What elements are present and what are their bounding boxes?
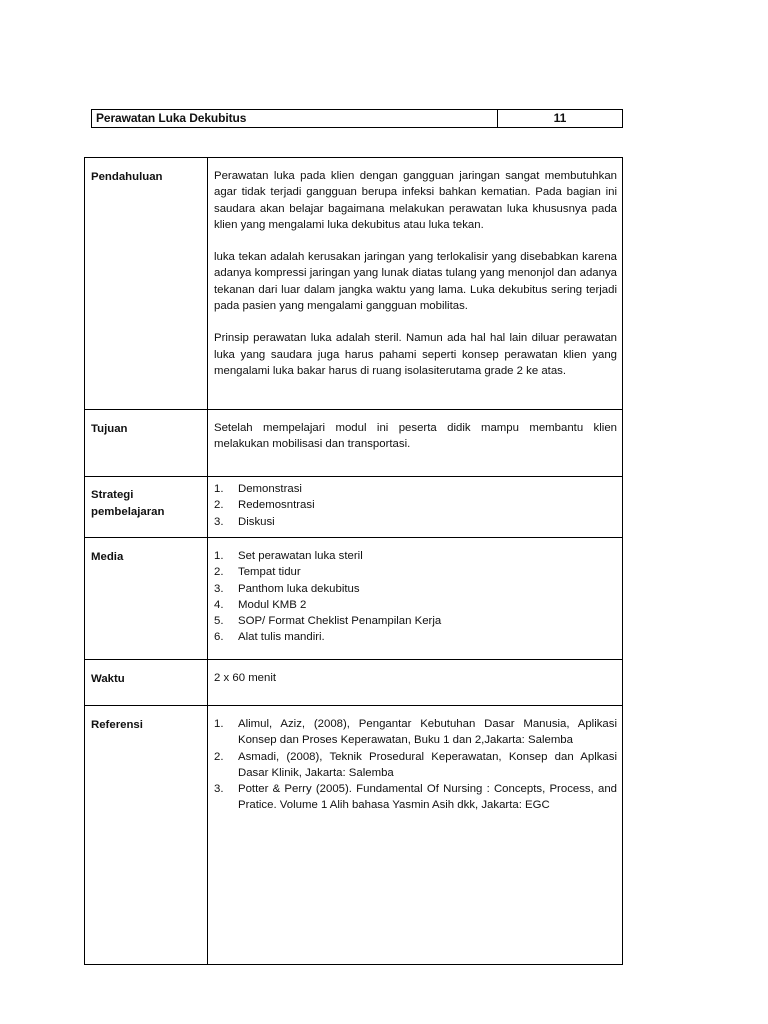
- module-title-bar: [91, 109, 623, 128]
- row-content-tujuan: [208, 410, 623, 477]
- media-list: [214, 548, 617, 646]
- list-item: 1. Demonstrasi: [214, 483, 302, 495]
- list-item: 2. Asmadi, (2008), Teknik Prosedural Keperawatan, Konsep dan Aplkasi Dasar Klinik, Jakarta: Salemba: [214, 750, 617, 779]
- list-item: 3. Diskusi: [214, 515, 275, 528]
- list-item: 2. Tempat tidur: [214, 566, 301, 579]
- row-content-pendahuluan: [208, 158, 623, 410]
- row-label-tujuan: Tujuan: [85, 410, 208, 477]
- list-item: 6. Alat tulis mandiri.: [214, 631, 325, 644]
- table-row-pendahuluan: [85, 158, 623, 410]
- module-title: Perawatan Luka Dekubitus: [92, 110, 498, 127]
- row-content-strategi: [208, 477, 623, 538]
- row-label-strategi: Strategi pembelajaran: [85, 477, 208, 538]
- strategy-list: [214, 481, 617, 530]
- paragraph: 2 x 60 menit: [214, 672, 277, 684]
- paragraph: luka tekan adalah kerusakan jaringan yang terlokalisir yang disebabkan karena adanya kompressi jaringan yang lunak diatas tulang yang menonjol dan adanya tekanan dari luar dalam jangka waktu yang lama. Luka dekubitus sering terjadi pada pasien yang mengalami gangguan mobilitas.: [214, 251, 617, 313]
- list-item: 4. Modul KMB 2: [214, 598, 307, 611]
- row-label-pendahuluan: Pendahuluan: [85, 158, 208, 410]
- list-item: 2. Redemosntrasi: [214, 499, 315, 512]
- list-item: 1. Set perawatan luka steril: [214, 550, 363, 562]
- module-info-table: [84, 157, 623, 965]
- row-label-referensi: Referensi: [85, 706, 208, 965]
- row-content-waktu: [208, 660, 623, 706]
- table-row-waktu: [85, 660, 623, 706]
- module-number: 11: [553, 111, 567, 125]
- paragraph: Perawatan luka pada klien dengan gangguan jaringan sangat membutuhkan agar tidak terjadi gangguan berupa infeksi bahkan kematian. Pada bagian ini saudara akan belajar bagaimana melakukan perawatan luka khususnya pada klien yang mengalami luka dekubitus atau luka tekan.: [214, 170, 617, 231]
- row-content-referensi: [208, 706, 623, 965]
- list-item: 3. Potter & Perry (2005). Fundamental Of Nursing : Concepts, Process, and Pratice. Volume 1 Alih bahasa Yasmin Asih dkk, Jakarta: EGC: [214, 783, 617, 812]
- paragraph: Setelah mempelajari modul ini peserta didik mampu membantu klien melakukan mobilisasi dan transportasi.: [214, 422, 617, 451]
- row-label-waktu: Waktu: [85, 660, 208, 706]
- table-row-strategi: [85, 477, 623, 538]
- table-row-referensi: [85, 706, 623, 965]
- list-item: 3. Panthom luka dekubitus: [214, 582, 360, 595]
- reference-list: [214, 716, 617, 814]
- table-row-tujuan: [85, 410, 623, 477]
- list-item: 1. Alimul, Aziz, (2008), Pengantar Kebutuhan Dasar Manusia, Aplikasi Konsep dan Proses Keperawatan, Buku 1 dan 2,Jakarta: Salemba: [214, 718, 617, 747]
- row-content-media: [208, 538, 623, 660]
- paragraph: Prinsip perawatan luka adalah steril. Namun ada hal hal lain diluar perawatan luka yang saudara juga harus pahami seperti konsep perawatan klien yang mengalami luka bakar harus di ruang isolasiterutama grade 2 ke atas.: [214, 332, 617, 377]
- table-row-media: [85, 538, 623, 660]
- list-item: 5. SOP/ Format Cheklist Penampilan Kerja: [214, 615, 442, 628]
- row-label-media: Media: [85, 538, 208, 660]
